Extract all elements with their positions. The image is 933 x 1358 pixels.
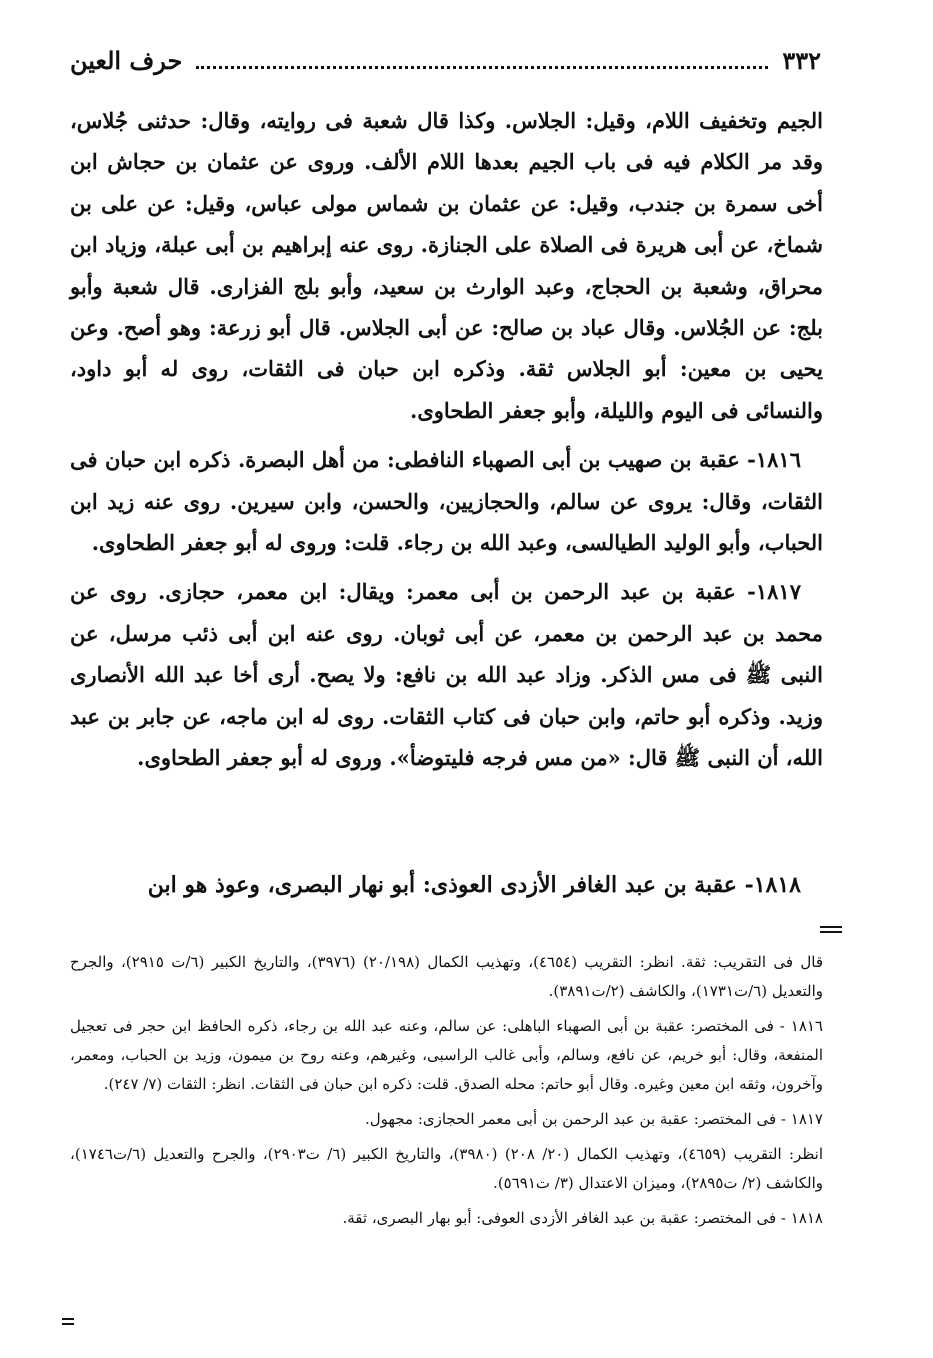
footnote: قال فى التقريب: ثقة. انظر: التقريب (٤٦٥٤)، وتهذيب الكمال (٢٠/١٩٨) (٣٩٧٦)، والتاريخ الكبير (٦/ت ٢٩١٥)، والجرح والتعديل (٦/ت١٧٣١)، والكاشف (٢/ت٣٨٩١). bbox=[70, 953, 823, 1000]
footnote-1818: ١٨١٨ - فى المختصر: عقبة بن عبد الغافر الأزدى العوفى: أبو بهار البصرى، ثقة. bbox=[342, 1209, 823, 1227]
main-text bbox=[70, 100, 823, 898]
header-dot-leader bbox=[196, 52, 768, 69]
entry-1818: ١٨١٨- عقبة بن عبد الغافر الأزدى العوذى: أبو نهار البصرى، وعوذ هو ابن bbox=[147, 872, 801, 898]
footnote-separator bbox=[820, 926, 842, 933]
entry-1817: ١٨١٧- عقبة بن عبد الرحمن بن أبى معمر: ويقال: ابن معمر، حجازى. روى عن محمد بن عبد الرحمن بن معمر، عن أبى ثوبان. روى عنه ابن أبى ذئب مرسل، عن النبى ﷺ فى مس الذكر. وزاد عبد الله بن نافع: ولا يصح. أرى أخا عبد الله الأنصارى وزيد. وذكره أبو حاتم، وابن حبان فى كتاب الثقات. روى له ابن ماجه، عن جابر بن عبد الله، أن النبى ﷺ قال: «من مس فرجه فليتوضأ». وروى له أبو جعفر الطحاوى. bbox=[70, 579, 823, 771]
running-header bbox=[70, 40, 821, 80]
page-number: ٣٣٢ bbox=[782, 45, 821, 75]
footnote-1816: ١٨١٦ - فى المختصر: عقبة بن أبى الصهباء الباهلى: عن سالم، وعنه عبد الله بن رجاء، ذكره الحافظ ابن حجر فى تعجيل المنفعة، وقال: أبو خريم، عن نافع، وسالم، وأبى غالب الراسبى، وغيرهم، وعنه روح بن ميمون، وزيد بن الحباب، ومعمر، وآخرون، وثقه ابن معين وغيره. وقال أبو حاتم: محله الصدق. قلت: ذكره ابن حبان فى الثقات. انظر: الثقات (٧/ ٢٤٧). bbox=[70, 1017, 823, 1093]
footnotes bbox=[70, 948, 823, 1239]
footnote-1817-refs: انظر: التقريب (٤٦٥٩)، وتهذيب الكمال (٢٠/ ٢٠٨) (٣٩٨٠)، والتاريخ الكبير (٦/ ت٢٩٠٣)، والجرح والتعديل (٦/ت١٧٤٦)، والكاشف (٢/ ت٢٨٩٥)، وميزان الاعتدال (٣/ ت٥٦٩١). bbox=[70, 1145, 823, 1192]
entry-1816: ١٨١٦- عقبة بن صهيب بن أبى الصهباء النافطى: من أهل البصرة. ذكره ابن حبان فى الثقات، وقال: يروى عن سالم، والحجازيين، والحسن، وابن سيرين. روى عنه زيد ابن الحباب، وأبو الوليد الطيالسى، وعبد الله بن رجاء. قلت: وروى له أبو جعفر الطحاوى. bbox=[70, 447, 823, 556]
chapter-title: حرف العين bbox=[70, 45, 183, 75]
main-paragraph: الجيم وتخفيف اللام، وقيل: الجلاس. وكذا قال شعبة فى روايته، وقال: حدثنى جُلاس، وقد مر الكلام فيه فى باب الجيم بعدها اللام الألف. وروى عن عثمان بن حجاش ابن أخى سمرة بن جندب، وقيل: عن عثمان بن شماس مولى عباس، وقيل: عن على بن شماخ، عن أبى هريرة فى الصلاة على الجنازة. روى عنه إبراهيم بن أبى عبلة، وزياد ابن محراق، وشعبة بن الحجاج، وعبد الوارث بن سعيد، وأبو بلج الفزارى. قال شعبة وأبو بلج: عن الجُلاس. وقال عباد بن صالح: عن أبى الجلاس. قال أبو زرعة: وهو أصح. وعن يحيى بن معين: أبو الجلاس ثقة. وذكره ابن حبان فى الثقات، روى له أبو داود، والنسائى فى اليوم والليلة، وأبو جعفر الطحاوى. bbox=[70, 108, 823, 423]
footnote-1817: ١٨١٧ - فى المختصر: عقبة بن عبد الرحمن بن أبى معمر الحجازى: مجهول. bbox=[365, 1110, 823, 1128]
page-bottom-mark bbox=[62, 1318, 74, 1325]
